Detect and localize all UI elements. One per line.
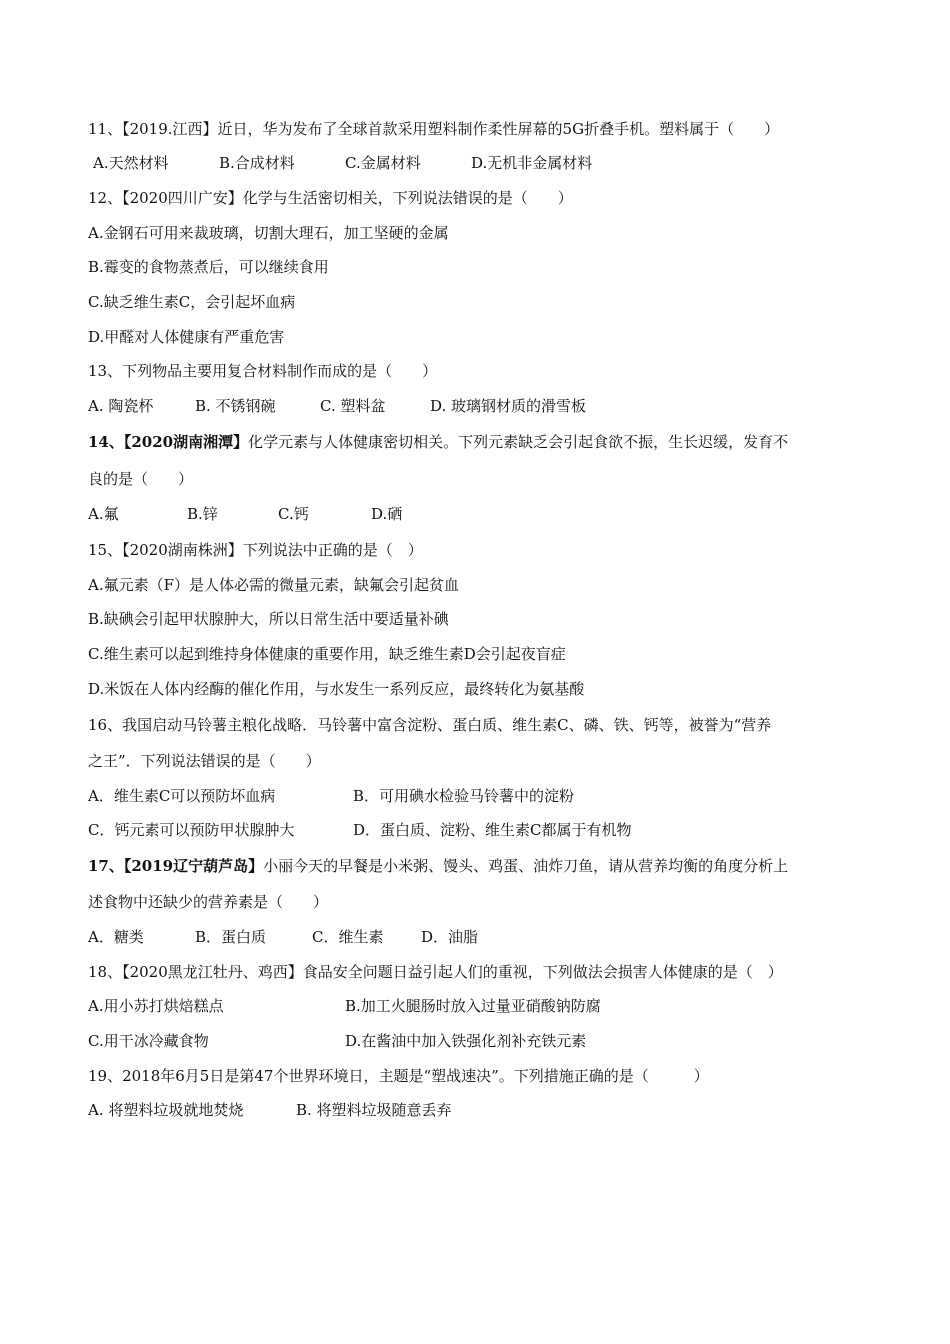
question-stem: 2018年6月5日是第47个世界环境日，主题是“塑战速决”。下列措施正确的是（ ） <box>122 1067 709 1085</box>
question-number: 13、 <box>88 362 123 380</box>
question-number: 14、 <box>88 433 124 451</box>
question-15 <box>88 540 423 560</box>
option-a: A.氟 <box>88 505 119 523</box>
question-stem: 化学元素与人体健康密切相关。下列元素缺乏会引起食欲不振，生长迟缓，发育不 <box>248 433 789 451</box>
option-a: A．维生素C可以预防坏血病 <box>88 787 276 805</box>
source-tag: 【2020黑龙江牡丹、鸡西】 <box>122 963 303 981</box>
option-a: A.金钢石可用来裁玻璃，切割大理石，加工坚硬的金属 <box>88 224 449 242</box>
question-number: 11、 <box>88 120 123 138</box>
question-stem: 下列说法中正确的是（ ） <box>242 541 423 559</box>
question-stem: 我国启动马铃薯主粮化战略．马铃薯中富含淀粉、蛋白质、维生素C、磷、铁、钙等，被誉为“营养 <box>122 716 772 734</box>
option-a: A．糖类 <box>88 928 144 946</box>
question-number: 12、 <box>88 189 123 207</box>
option-c: C．维生素 <box>312 928 384 946</box>
option-d: D．蛋白质、淀粉、维生素C都属于有机物 <box>353 821 632 839</box>
option-d: D. 玻璃钢材质的滑雪板 <box>430 397 587 415</box>
question-12 <box>88 188 573 208</box>
option-b: B.锌 <box>187 505 218 523</box>
option-a: A.天然材料 <box>93 154 169 172</box>
question-16 <box>88 715 771 735</box>
question-13 <box>88 361 437 381</box>
source-tag: 【2020湖南湘潭】 <box>123 433 249 451</box>
option-a: A.氟元素（F）是人体必需的微量元素，缺氟会引起贫血 <box>88 576 460 594</box>
question-stem: 小丽今天的早餐是小米粥、馒头、鸡蛋、油炸刀鱼，请从营养均衡的角度分析上 <box>263 857 789 875</box>
option-a: A. 陶瓷杯 <box>88 397 154 415</box>
option-c: C．钙元素可以预防甲状腺肿大 <box>88 821 295 839</box>
question-number: 16、 <box>88 716 123 734</box>
option-a: A.用小苏打烘焙糕点 <box>88 997 224 1015</box>
question-stem-continued: 述食物中还缺少的营养素是（ ） <box>88 893 329 911</box>
question-11 <box>88 119 779 139</box>
source-tag: 【2019.江西】 <box>122 120 218 138</box>
option-d: D.无机非金属材料 <box>471 154 593 172</box>
option-d: D.硒 <box>371 505 403 523</box>
question-stem: 下列物品主要用复合材料制作而成的是（ ） <box>122 362 438 380</box>
question-18 <box>88 962 783 982</box>
option-b: B. 将塑料垃圾随意丢弃 <box>296 1101 452 1119</box>
option-b: B. 不锈钢碗 <box>195 397 276 415</box>
question-stem-continued: 良的是（ ） <box>88 470 194 488</box>
question-stem-continued: 之王”．下列说法错误的是（ ） <box>88 752 321 770</box>
option-d: D.米饭在人体内经酶的催化作用，与水发生一系列反应，最终转化为氨基酸 <box>88 680 585 698</box>
question-number: 19、 <box>88 1067 123 1085</box>
option-b: B.霉变的食物蒸煮后，可以继续食用 <box>88 258 329 276</box>
option-b: B.加工火腿肠时放入过量亚硝酸钠防腐 <box>345 997 601 1015</box>
option-b: B.缺碘会引起甲状腺肿大，所以日常生活中要适量补碘 <box>88 610 449 628</box>
option-c: C. 塑料盆 <box>320 397 386 415</box>
option-b: B．蛋白质 <box>195 928 267 946</box>
option-c: C.金属材料 <box>345 154 421 172</box>
option-c: C.维生素可以起到维持身体健康的重要作用，缺乏维生素D会引起夜盲症 <box>88 645 566 663</box>
question-number: 18、 <box>88 963 123 981</box>
option-c: C.用干冰冷藏食物 <box>88 1032 209 1050</box>
source-tag: 【2020湖南株洲】 <box>122 541 243 559</box>
option-d: D．油脂 <box>421 928 479 946</box>
question-17 <box>88 856 788 876</box>
option-b: B．可用碘水检验马铃薯中的淀粉 <box>353 787 575 805</box>
source-tag: 【2020四川广安】 <box>122 189 243 207</box>
question-19 <box>88 1066 709 1086</box>
question-stem: 化学与生活密切相关，下列说法错误的是（ ） <box>242 189 573 207</box>
option-c: C.钙 <box>278 505 309 523</box>
option-a: A. 将塑料垃圾就地焚烧 <box>88 1101 244 1119</box>
question-14 <box>88 432 788 452</box>
option-d: D.在酱油中加入铁强化剂补充铁元素 <box>345 1032 587 1050</box>
source-tag: 【2019辽宁葫芦岛】 <box>123 857 264 875</box>
question-stem: 近日，华为发布了全球首款采用塑料制作柔性屏幕的5G折叠手机。塑料属于（ ） <box>217 120 780 138</box>
option-c: C.缺乏维生素C，会引起坏血病 <box>88 293 296 311</box>
question-stem: 食品安全问题日益引起人们的重视，下列做法会损害人体健康的是（ ） <box>302 963 783 981</box>
option-d: D.甲醛对人体健康有严重危害 <box>88 328 285 346</box>
option-b: B.合成材料 <box>219 154 295 172</box>
question-number: 15、 <box>88 541 123 559</box>
question-number: 17、 <box>88 857 124 875</box>
